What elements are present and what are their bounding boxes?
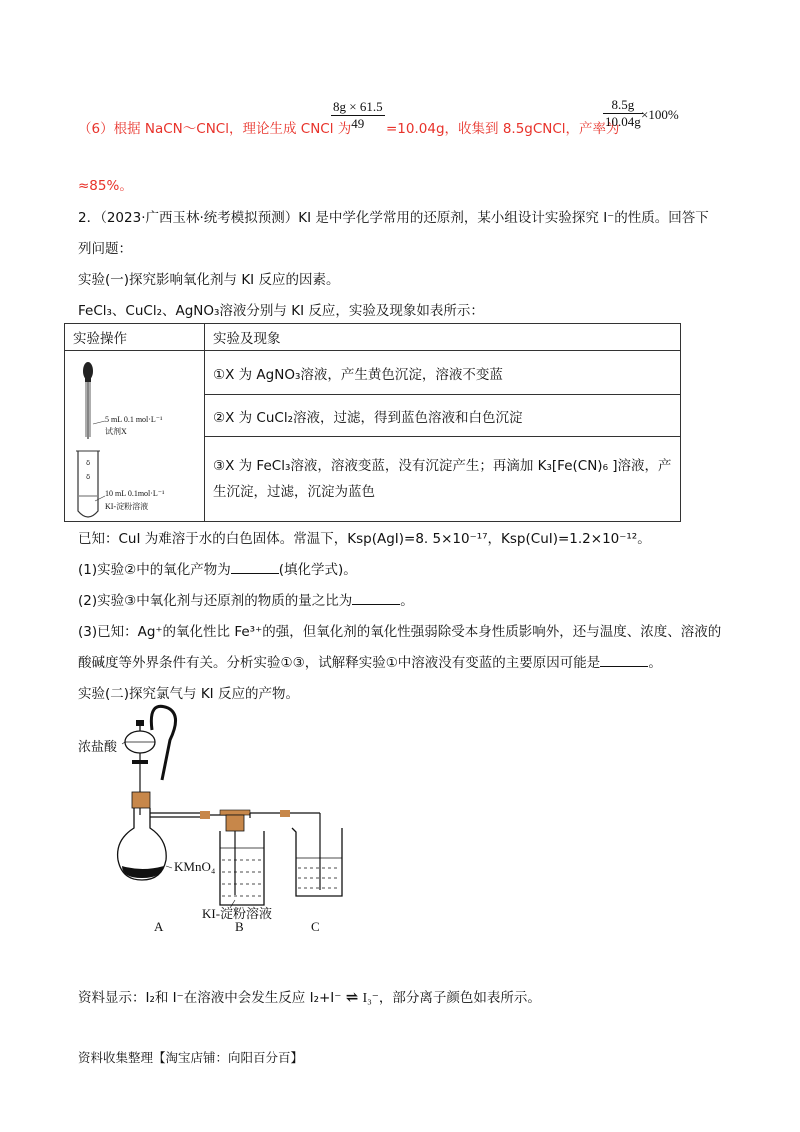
known-info: 已知：CuI 为难溶于水的白色固体。常温下，Ksp(AgI)=8. 5×10⁻¹⁷，Ksp(CuI)=1.2×10⁻¹²。 xyxy=(78,531,651,547)
svg-text:δ: δ xyxy=(86,459,91,467)
answer-blank[interactable] xyxy=(600,654,648,667)
dropper-label-reagent: 试剂X xyxy=(105,427,127,436)
subquestion-1-text: (1)实验②中的氧化产物为 xyxy=(78,562,231,578)
resource-text1: 资料显示：I₂和 I⁻在溶液中会发生反应 I₂+I⁻ xyxy=(78,990,342,1006)
subquestion-1 xyxy=(78,558,357,578)
table-header-row xyxy=(65,324,681,351)
resource-text2: ，部分离子颜色如表所示。 xyxy=(378,990,541,1006)
question2-intro-line2: 列问题： xyxy=(78,241,132,257)
experiment1-description: FeCl₃、CuCl₂、AgNO₃溶液分别与 KI 反应，实验及现象如表所示： xyxy=(78,303,484,319)
question2-intro-line1: 2．（2023·广西玉林·统考模拟预测）KI 是中学化学常用的还原剂，某小组设计实验探究 I⁻的性质。回答下 xyxy=(78,210,709,226)
fraction-theoretical xyxy=(331,99,385,132)
label-apparatus-a: A xyxy=(154,919,164,934)
fraction-numerator: 8g × 61.5 xyxy=(333,99,383,114)
table-header-phenomenon: 实验及现象 xyxy=(205,324,681,351)
fraction-yield xyxy=(603,97,643,130)
table-cell-row1: ①X 为 AgNO₃溶液，产生黄色沉淀，溶液不变蓝 xyxy=(205,351,681,395)
times-percent: ×100% xyxy=(641,107,679,122)
answer6-middle: =10.04g，收集到 8.5gCNCl，产率为 xyxy=(386,121,620,137)
fraction-denominator: 10.04g xyxy=(605,114,641,129)
subquestion-1-tail: (填化学式)。 xyxy=(278,562,357,578)
subquestion-3-line2 xyxy=(78,651,662,671)
table-cell-row3-line1: ③X 为 FeCl₃溶液，溶液变蓝，没有沉淀产生；再滴加 K₃[Fe(CN)₆ ]溶液，产 xyxy=(213,458,672,475)
subquestion-2-tail: 。 xyxy=(400,593,414,609)
fraction-numerator: 8.5g xyxy=(603,97,643,114)
table-cell-row2: ②X 为 CuCl₂溶液，过滤，得到蓝色溶液和白色沉淀 xyxy=(205,395,681,437)
dropper-label-concentration: 5 mL 0.1 mol·L⁻¹ xyxy=(105,415,163,424)
label-kmno4: KMnO₄ xyxy=(174,859,216,874)
table-header-operation: 实验操作 xyxy=(65,324,205,351)
subquestion-3-text: 酸碱度等外界条件有关。分析实验①③，试解释实验①中溶液没有变蓝的主要原因可能是 xyxy=(78,655,601,671)
subquestion-2-text: (2)实验③中氧化剂与还原剂的物质的量之比为 xyxy=(78,593,353,609)
tube-label-solution: KI-淀粉溶液 xyxy=(105,502,149,511)
experiment1-title: 实验(一)探究影响氧化剂与 KI 反应的因素。 xyxy=(78,272,340,288)
answer6-prefix: （6）根据 NaCN～CNCl，理论生成 CNCl 为 xyxy=(78,121,352,137)
resource-product: I₃⁻ xyxy=(362,990,379,1005)
subquestion-3-line1: (3)已知：Ag⁺的氧化性比 Fe³⁺的强，但氧化剂的氧化性强弱除受本身性质影响外，还与温度、浓度、溶液的 xyxy=(78,624,722,640)
label-ki-starch: KI-淀粉溶液 xyxy=(202,906,273,921)
resource-line xyxy=(78,986,541,1007)
fraction-denominator: 49 xyxy=(351,116,365,131)
experiment2-title: 实验(二)探究氯气与 KI 反应的产物。 xyxy=(78,686,299,702)
table-cell-row3 xyxy=(205,437,681,522)
label-apparatus-c: C xyxy=(311,919,320,934)
apparatus-cell xyxy=(65,351,205,522)
equilibrium-arrow-icon: ⇌ xyxy=(345,990,359,1006)
page-footer: 资料收集整理【淘宝店铺：向阳百分百】 xyxy=(78,1050,304,1065)
table-row xyxy=(65,351,681,395)
svg-text:δ: δ xyxy=(86,473,91,481)
label-apparatus-b: B xyxy=(235,919,244,934)
subquestion-3-tail: 。 xyxy=(648,655,662,671)
tube-label-concentration: 10 mL 0.1mol·L⁻¹ xyxy=(105,489,165,498)
experiment-table xyxy=(64,323,681,522)
answer-blank[interactable] xyxy=(352,592,400,605)
subquestion-2 xyxy=(78,589,414,609)
answer6-result: ≈85%。 xyxy=(78,178,133,194)
label-concentrated-hcl: 浓盐酸 xyxy=(78,739,118,754)
table-cell-row3-line2: 生沉淀，过滤，沉淀为蓝色 xyxy=(213,484,375,501)
answer-blank[interactable] xyxy=(231,561,279,574)
